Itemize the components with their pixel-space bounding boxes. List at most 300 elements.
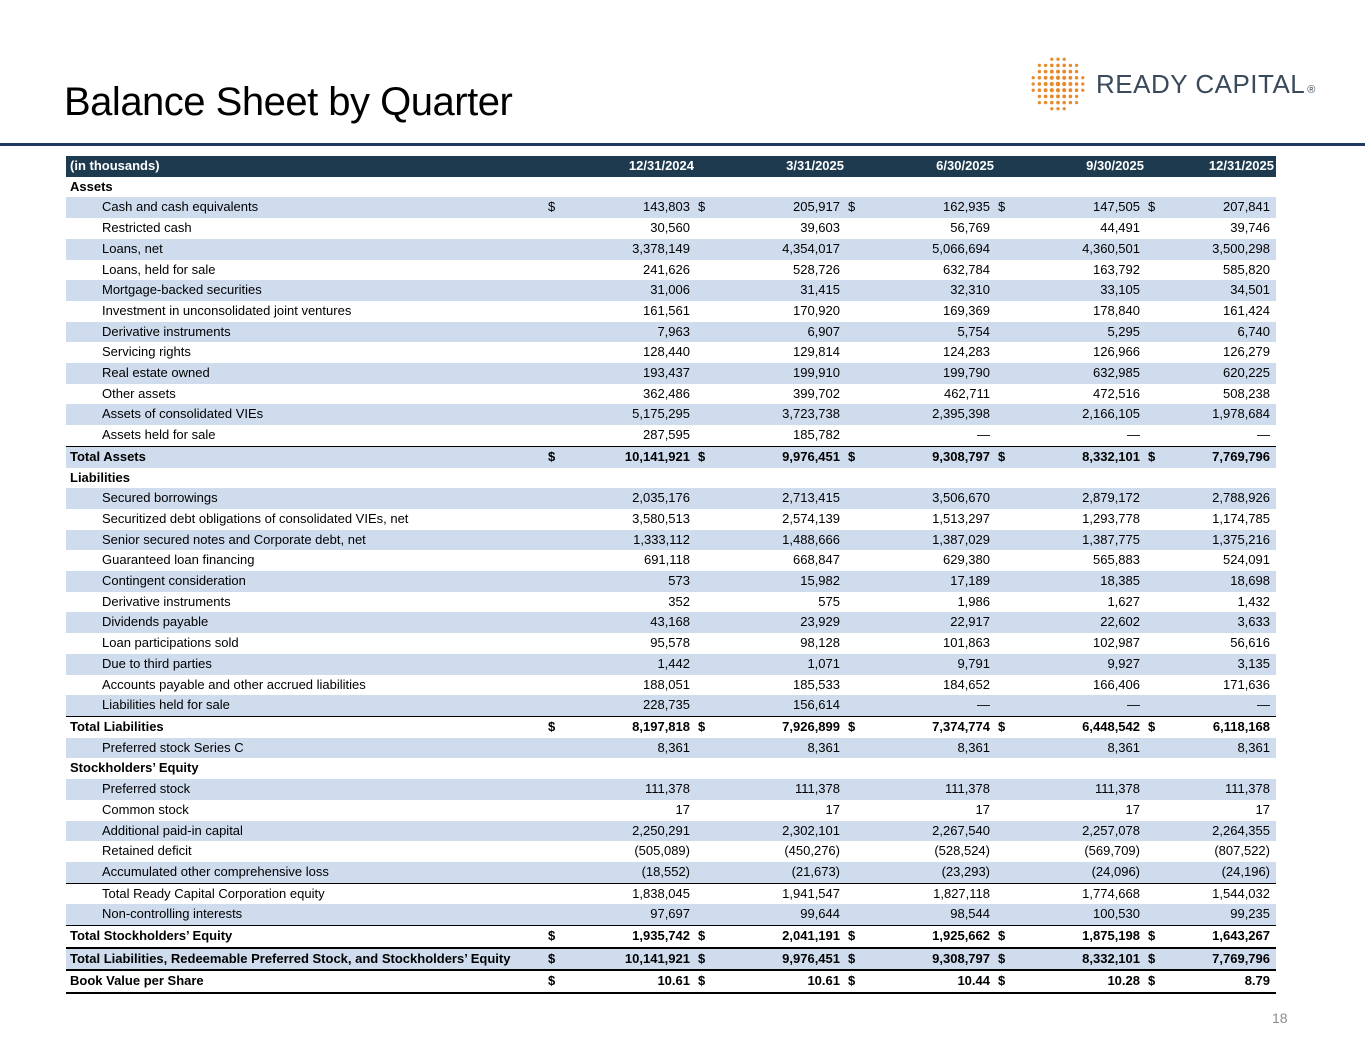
value-cell: 1,293,778: [1082, 510, 1140, 526]
currency-symbol: [546, 342, 566, 363]
currency-symbol: [696, 862, 716, 883]
value-cell: 147,505: [1016, 197, 1146, 218]
section-row: [66, 177, 1276, 198]
logo-dot: [1032, 82, 1035, 85]
value-cell: 2,302,101: [716, 821, 846, 842]
currency-symbol: [846, 280, 866, 301]
value-cell: [1016, 177, 1146, 198]
currency-symbol: [696, 550, 716, 571]
currency-symbol: [1146, 675, 1166, 696]
value-cell: [1016, 468, 1146, 489]
logo-dot: [1075, 70, 1078, 73]
value-cell: 23,929: [716, 612, 846, 633]
row-label: Total Ready Capital Corporation equity: [102, 885, 325, 901]
table-row: [66, 404, 1276, 425]
currency-symbol: [846, 821, 866, 842]
row-label: Assets of consolidated VIEs: [66, 404, 546, 425]
table-row: [66, 342, 1276, 363]
currency-symbol: [546, 862, 566, 883]
currency-symbol: [996, 883, 1016, 904]
table-row: [66, 488, 1276, 509]
currency-symbol: [996, 530, 1016, 551]
value-cell: (505,089): [634, 843, 690, 859]
currency-symbol: [696, 800, 716, 821]
logo-registered-mark: ®: [1307, 84, 1316, 96]
value-cell: 1,375,216: [1166, 530, 1276, 551]
value-cell: 169,369: [943, 302, 990, 318]
value-cell: 56,616: [1230, 635, 1270, 651]
logo-dot: [1081, 82, 1084, 85]
value-cell: 1,935,742: [566, 926, 696, 948]
value-cell: 9,308,797: [866, 446, 996, 467]
row-label: Securitized debt obligations of consolidated VIEs, net: [102, 510, 409, 526]
currency-symbol: [846, 841, 866, 862]
currency-symbol: $: [696, 926, 716, 948]
value-cell: 1,513,297: [932, 510, 990, 526]
currency-symbol: [1146, 862, 1166, 883]
value-cell: 3,633: [1166, 612, 1276, 633]
currency-symbol: [696, 592, 716, 613]
table-row: [66, 800, 1276, 821]
currency-symbol: $: [846, 446, 866, 467]
table-row: [66, 738, 1276, 759]
currency-symbol: [696, 779, 716, 800]
currency-symbol: [696, 904, 716, 925]
value-cell: 207,841: [1166, 197, 1276, 218]
currency-symbol: [996, 550, 1016, 571]
currency-symbol: [696, 177, 716, 198]
value-cell: 362,486: [643, 385, 690, 401]
currency-symbol: [546, 509, 566, 530]
value-cell: 3,378,149: [566, 239, 696, 260]
currency-symbol: [996, 363, 1016, 384]
currency-symbol: [996, 592, 1016, 613]
currency-symbol: [546, 384, 566, 405]
currency-symbol: $: [846, 948, 866, 971]
value-cell: 199,790: [866, 363, 996, 384]
logo-dot: [1075, 88, 1079, 92]
value-cell: 124,283: [943, 344, 990, 360]
currency-symbol: [846, 384, 866, 405]
value-cell: 287,595: [643, 427, 690, 443]
currency-symbol: $: [1146, 716, 1166, 737]
value-cell: 524,091: [1223, 552, 1270, 568]
currency-symbol: [696, 758, 716, 779]
value-cell: (23,293): [866, 862, 996, 883]
currency-symbol: [996, 342, 1016, 363]
logo-dot: [1056, 101, 1060, 105]
value-cell: 1,627: [1107, 593, 1140, 609]
value-cell: 98,128: [800, 635, 840, 651]
logo-dot: [1032, 76, 1035, 79]
currency-symbol: [846, 779, 866, 800]
value-cell: 101,863: [943, 635, 990, 651]
currency-symbol: [996, 862, 1016, 883]
value-cell: 2,879,172: [1016, 488, 1146, 509]
table-row: [66, 633, 1276, 654]
value-cell: 10,141,921: [566, 446, 696, 467]
currency-symbol: [996, 758, 1016, 779]
logo-dot: [1056, 76, 1060, 80]
logo-dot: [1062, 82, 1066, 86]
currency-symbol: [846, 592, 866, 613]
currency-symbol: [846, 571, 866, 592]
currency-symbol: [546, 633, 566, 654]
currency-symbol: [546, 239, 566, 260]
total-row: [66, 446, 1276, 467]
value-cell: 2,713,415: [716, 488, 846, 509]
currency-symbol: [1146, 218, 1166, 239]
logo-dot: [1038, 88, 1042, 92]
value-cell: 17: [825, 801, 840, 817]
logo-dot: [1044, 76, 1048, 80]
table-row: [66, 841, 1276, 862]
logo-dot: [1038, 76, 1042, 80]
value-cell: 7,926,899: [716, 716, 846, 737]
value-cell: 33,105: [1016, 280, 1146, 301]
currency-symbol: [846, 695, 866, 716]
value-cell: 102,987: [1093, 635, 1140, 651]
logo-dot: [1056, 107, 1059, 110]
currency-symbol: [546, 322, 566, 343]
currency-symbol: [1146, 384, 1166, 405]
currency-symbol: [546, 904, 566, 925]
value-cell: 170,920: [793, 302, 840, 318]
currency-symbol: [546, 695, 566, 716]
value-cell: 6,118,168: [1166, 716, 1276, 737]
currency-symbol: [996, 280, 1016, 301]
currency-symbol: [696, 404, 716, 425]
currency-symbol: [996, 821, 1016, 842]
value-cell: 1,333,112: [566, 530, 696, 551]
value-cell: 99,644: [716, 904, 846, 925]
currency-symbol: [696, 883, 716, 904]
currency-symbol: [846, 301, 866, 322]
value-cell: 9,927: [1016, 654, 1146, 675]
table-row: [66, 675, 1276, 696]
units-label: (in thousands): [66, 156, 546, 177]
currency-symbol: [1146, 468, 1166, 489]
currency-symbol: [546, 425, 566, 446]
row-label: Common stock: [102, 801, 189, 817]
logo-dot: [1032, 89, 1035, 92]
currency-symbol: [696, 280, 716, 301]
value-cell: 8.79: [1166, 970, 1276, 993]
currency-symbol: [546, 612, 566, 633]
currency-symbol: [1146, 404, 1166, 425]
currency-symbol: [996, 612, 1016, 633]
value-cell: 575: [818, 593, 840, 609]
currency-symbol: [546, 177, 566, 198]
logo-dot: [1050, 101, 1054, 105]
value-cell: 1,442: [566, 654, 696, 675]
currency-symbol: [696, 571, 716, 592]
row-label: Stockholders’ Equity: [70, 760, 199, 776]
row-label: Total Liabilities, Redeemable Preferred Stock, and Stockholders’ Equity: [66, 948, 546, 971]
currency-symbol: [996, 841, 1016, 862]
currency-symbol: $: [546, 197, 566, 218]
logo-dot: [1038, 64, 1041, 67]
currency-symbol: [696, 612, 716, 633]
currency-symbol: [996, 800, 1016, 821]
value-cell: 22,602: [1016, 612, 1146, 633]
logo-dot: [1062, 64, 1066, 68]
currency-symbol: [546, 488, 566, 509]
currency-symbol: [846, 425, 866, 446]
value-cell: 99,235: [1166, 904, 1276, 925]
currency-symbol: [996, 904, 1016, 925]
currency-symbol: $: [696, 716, 716, 737]
value-cell: 126,966: [1093, 344, 1140, 360]
value-cell: 8,361: [566, 738, 696, 759]
logo-dot: [1050, 70, 1054, 74]
table-row: [66, 280, 1276, 301]
value-cell: 2,035,176: [566, 488, 696, 509]
header-spacer: [546, 156, 566, 177]
currency-symbol: [1146, 530, 1166, 551]
value-cell: 31,006: [566, 280, 696, 301]
value-cell: 5,295: [1016, 322, 1146, 343]
value-cell: [1166, 468, 1276, 489]
value-cell: 56,769: [950, 220, 990, 236]
currency-symbol: [846, 883, 866, 904]
value-cell: 184,652: [943, 676, 990, 692]
currency-symbol: [696, 821, 716, 842]
logo-text: [1096, 69, 1316, 100]
table-row: [66, 425, 1276, 446]
currency-symbol: [696, 239, 716, 260]
section-row: [66, 758, 1276, 779]
value-cell: 6,740: [1166, 322, 1276, 343]
currency-symbol: [846, 342, 866, 363]
currency-symbol: [546, 301, 566, 322]
currency-symbol: [696, 218, 716, 239]
currency-symbol: [1146, 821, 1166, 842]
currency-symbol: [696, 363, 716, 384]
row-label: Liabilities: [70, 469, 130, 485]
currency-symbol: [696, 841, 716, 862]
row-label: Accumulated other comprehensive loss: [66, 862, 546, 883]
currency-symbol: [696, 342, 716, 363]
value-cell: 1,978,684: [1166, 404, 1276, 425]
currency-symbol: $: [546, 970, 566, 993]
value-cell: 171,636: [1223, 676, 1270, 692]
row-label: Book Value per Share: [66, 970, 546, 993]
value-cell: 193,437: [566, 363, 696, 384]
currency-symbol: [1146, 633, 1166, 654]
value-cell: (18,552): [566, 862, 696, 883]
currency-symbol: [1146, 612, 1166, 633]
currency-symbol: [996, 488, 1016, 509]
logo-dot: [1050, 82, 1054, 86]
currency-symbol: [1146, 488, 1166, 509]
currency-symbol: [846, 239, 866, 260]
currency-symbol: [546, 404, 566, 425]
value-cell: 17: [1255, 801, 1270, 817]
currency-symbol: [696, 488, 716, 509]
value-cell: [716, 758, 846, 779]
row-label: Secured borrowings: [66, 488, 546, 509]
value-cell: [866, 758, 996, 779]
value-cell: 15,982: [716, 571, 846, 592]
logo-dot: [1044, 70, 1048, 74]
value-cell: [866, 177, 996, 198]
logo-dot: [1068, 82, 1072, 86]
table-row: [66, 363, 1276, 384]
currency-symbol: [846, 550, 866, 571]
logo-name: READY CAPITAL: [1096, 69, 1306, 99]
currency-symbol: [996, 218, 1016, 239]
row-label: Due to third parties: [66, 654, 546, 675]
value-cell: [716, 468, 846, 489]
row-label: Retained deficit: [102, 843, 192, 859]
row-label: Mortgage-backed securities: [66, 280, 546, 301]
row-label: Loans, net: [66, 239, 546, 260]
currency-symbol: [846, 862, 866, 883]
currency-symbol: [846, 260, 866, 281]
row-label: Senior secured notes and Corporate debt, net: [66, 530, 546, 551]
value-cell: 44,491: [1100, 220, 1140, 236]
table-row: [66, 509, 1276, 530]
currency-symbol: [846, 322, 866, 343]
currency-symbol: [1146, 654, 1166, 675]
value-cell: 573: [566, 571, 696, 592]
currency-symbol: [996, 509, 1016, 530]
currency-symbol: [546, 592, 566, 613]
table-row: [66, 862, 1276, 883]
value-cell: 185,782: [793, 427, 840, 443]
value-cell: 7,769,796: [1166, 948, 1276, 971]
currency-symbol: [996, 384, 1016, 405]
total-row: [66, 948, 1276, 971]
value-cell: 97,697: [566, 904, 696, 925]
currency-symbol: [1146, 425, 1166, 446]
currency-symbol: $: [1146, 970, 1166, 993]
value-cell: (569,709): [1084, 843, 1140, 859]
value-cell: 2,574,139: [782, 510, 840, 526]
currency-symbol: $: [1146, 197, 1166, 218]
value-cell: (21,673): [716, 862, 846, 883]
page-title: Balance Sheet by Quarter: [64, 80, 513, 124]
value-cell: 8,197,818: [566, 716, 696, 737]
logo-dot: [1044, 95, 1048, 99]
logo-dot: [1069, 101, 1072, 104]
header-spacer: [1146, 156, 1166, 177]
logo-dot: [1056, 70, 1060, 74]
value-cell: 95,578: [650, 635, 690, 651]
currency-symbol: [1146, 301, 1166, 322]
value-cell: 161,424: [1223, 302, 1270, 318]
value-cell: 629,380: [943, 552, 990, 568]
value-cell: 472,516: [1093, 385, 1140, 401]
row-label: Non-controlling interests: [66, 904, 546, 925]
logo-dot: [1038, 82, 1042, 86]
currency-symbol: [1146, 363, 1166, 384]
value-cell: 30,560: [650, 220, 690, 236]
row-label: Servicing rights: [102, 344, 191, 360]
value-cell: 9,308,797: [866, 948, 996, 971]
value-cell: 2,166,105: [1016, 404, 1146, 425]
currency-symbol: $: [1146, 926, 1166, 948]
logo-dot: [1075, 64, 1078, 67]
currency-symbol: [1146, 841, 1166, 862]
value-cell: 9,976,451: [716, 948, 846, 971]
value-cell: 585,820: [1223, 261, 1270, 277]
currency-symbol: $: [996, 970, 1016, 993]
currency-symbol: [846, 218, 866, 239]
value-cell: 2,267,540: [866, 821, 996, 842]
logo-dot: [1056, 94, 1060, 98]
row-label: Derivative instruments: [66, 322, 546, 343]
header-spacer: [996, 156, 1016, 177]
value-cell: 1,174,785: [1212, 510, 1270, 526]
currency-symbol: [846, 404, 866, 425]
currency-symbol: [696, 425, 716, 446]
currency-symbol: [546, 800, 566, 821]
value-cell: 1,774,668: [1082, 885, 1140, 901]
currency-symbol: [846, 363, 866, 384]
row-label: Additional paid-in capital: [66, 821, 546, 842]
total-row: [66, 970, 1276, 993]
period-header: 12/31/2024: [566, 156, 696, 177]
currency-symbol: [1146, 342, 1166, 363]
table-header-row: [66, 156, 1276, 177]
logo-dot: [1044, 101, 1047, 104]
currency-symbol: $: [846, 926, 866, 948]
logo-dot: [1056, 64, 1060, 68]
value-cell: 691,118: [643, 552, 690, 568]
table-row: [66, 571, 1276, 592]
value-cell: 528,726: [793, 261, 840, 277]
currency-symbol: [696, 633, 716, 654]
currency-symbol: $: [846, 197, 866, 218]
value-cell: 1,544,032: [1212, 885, 1270, 901]
table-row: [66, 260, 1276, 281]
value-cell: (807,522): [1214, 843, 1270, 859]
value-cell: 18,385: [1016, 571, 1146, 592]
row-label: Assets: [70, 178, 113, 194]
value-cell: 43,168: [566, 612, 696, 633]
value-cell: 4,360,501: [1016, 239, 1146, 260]
currency-symbol: [996, 239, 1016, 260]
logo-dot: [1063, 58, 1066, 61]
currency-symbol: [996, 633, 1016, 654]
value-cell: 39,746: [1230, 220, 1270, 236]
currency-symbol: [1146, 738, 1166, 759]
value-cell: 1,941,547: [782, 885, 840, 901]
value-cell: 620,225: [1166, 363, 1276, 384]
row-label: Loan participations sold: [102, 635, 239, 651]
value-cell: 34,501: [1166, 280, 1276, 301]
value-cell: 2,041,191: [716, 926, 846, 948]
logo-dot: [1069, 64, 1072, 67]
table-row: [66, 779, 1276, 800]
value-cell: —: [1257, 427, 1270, 443]
value-cell: 1,875,198: [1016, 926, 1146, 948]
table-row: [66, 821, 1276, 842]
table-row: [66, 301, 1276, 322]
currency-symbol: [996, 571, 1016, 592]
value-cell: 10.28: [1016, 970, 1146, 993]
currency-symbol: [846, 468, 866, 489]
currency-symbol: [1146, 571, 1166, 592]
value-cell: —: [1016, 695, 1146, 716]
period-header: 9/30/2025: [1016, 156, 1146, 177]
value-cell: 10.61: [716, 970, 846, 993]
value-cell: 1,986: [957, 593, 990, 609]
logo-dot: [1050, 94, 1054, 98]
currency-symbol: [546, 571, 566, 592]
